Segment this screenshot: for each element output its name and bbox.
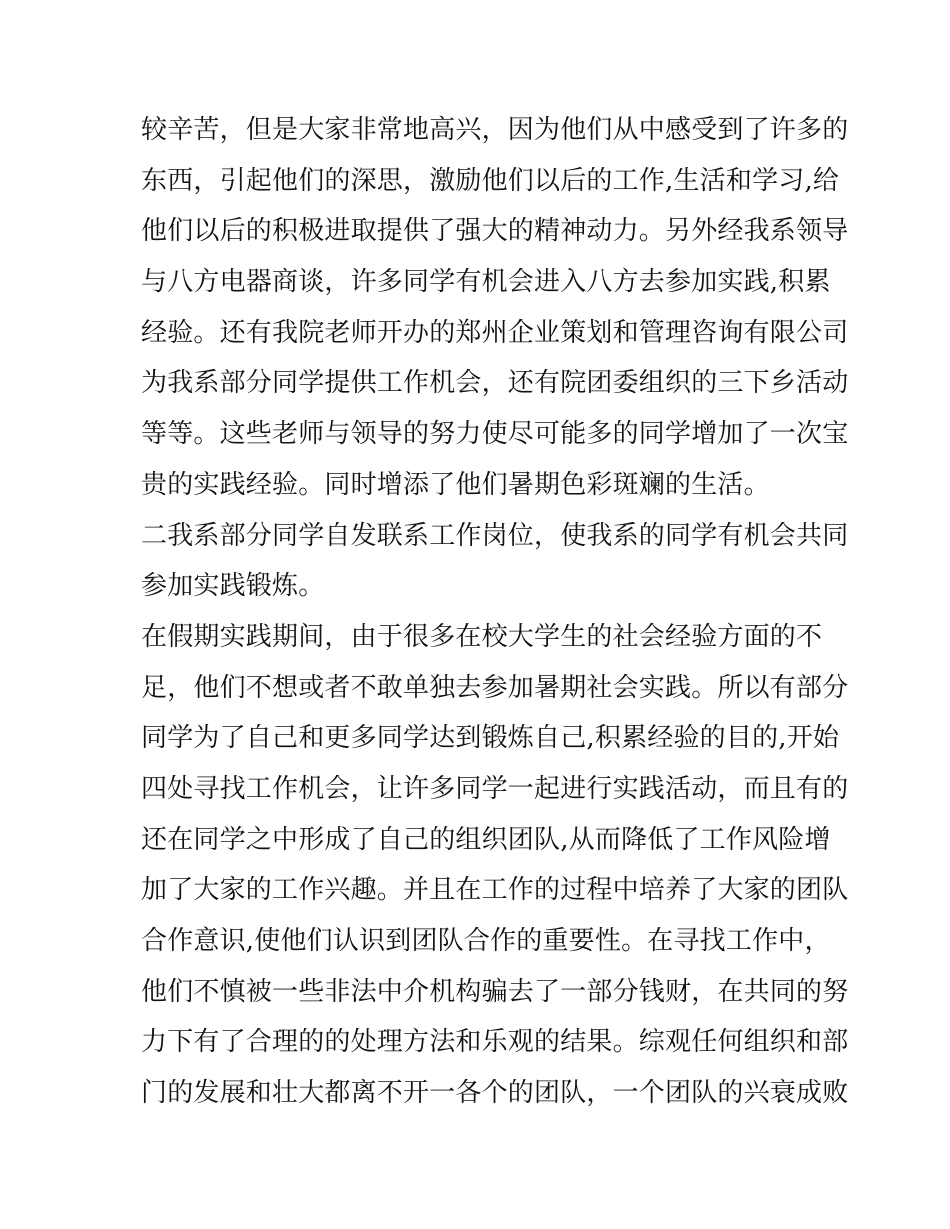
text-line: 较辛苦，但是大家非常地高兴，因为他们从中感受到了许多的	[141, 115, 849, 145]
text-line: 力下有了合理的的处理方法和乐观的结果。综观任何组织和部	[141, 1027, 849, 1058]
text-line: 东西，引起他们的深思，激励他们以后的工作,生活和学习,给	[141, 165, 840, 196]
text-line: 同学为了自己和更多同学达到锻炼自己,积累经验的目的,开始	[141, 723, 840, 754]
text-line: 门的发展和壮大都离不开一各个的团队，一个团队的兴衰成败	[141, 1078, 849, 1109]
text-line: 还在同学之中形成了自己的组织团队,从而降低了工作风险增	[141, 824, 831, 855]
text-line: 在假期实践期间，由于很多在校大学生的社会经验方面的不	[141, 621, 823, 652]
section-heading-line: 参加实践锻炼。	[141, 571, 325, 602]
text-line: 合作意识,使他们认识到团队合作的重要性。在寻找工作中，	[141, 926, 831, 956]
section-heading-line: 二我系部分同学自发联系工作岗位，使我系的同学有机会共同	[141, 520, 849, 551]
text-line: 贵的实践经验。同时增添了他们暑期色彩斑斓的生活。	[141, 469, 770, 500]
text-line: 足，他们不想或者不敢单独去参加暑期社会实践。所以有部分	[141, 672, 849, 703]
text-line: 为我系部分同学提供工作机会，还有院团委组织的三下乡活动	[141, 368, 849, 399]
text-line: 与八方电器商谈，许多同学有机会进入八方去参加实践,积累	[141, 267, 831, 298]
text-line: 他们以后的积极进取提供了强大的精神动力。另外经我系领导	[141, 216, 849, 247]
text-line: 等等。这些老师与领导的努力使尽可能多的同学增加了一次宝	[141, 419, 849, 450]
text-line: 四处寻找工作机会，让许多同学一起进行实践活动，而且有的	[141, 773, 849, 804]
text-line: 加了大家的工作兴趣。并且在工作的过程中培养了大家的团队	[141, 875, 849, 906]
text-line: 经验。还有我院老师开办的郑州企业策划和管理咨询有限公司	[141, 317, 849, 348]
body-text	[141, 105, 849, 1119]
text-line: 他们不慎被一些非法中介机构骗去了一部分钱财，在共同的努	[141, 976, 849, 1007]
